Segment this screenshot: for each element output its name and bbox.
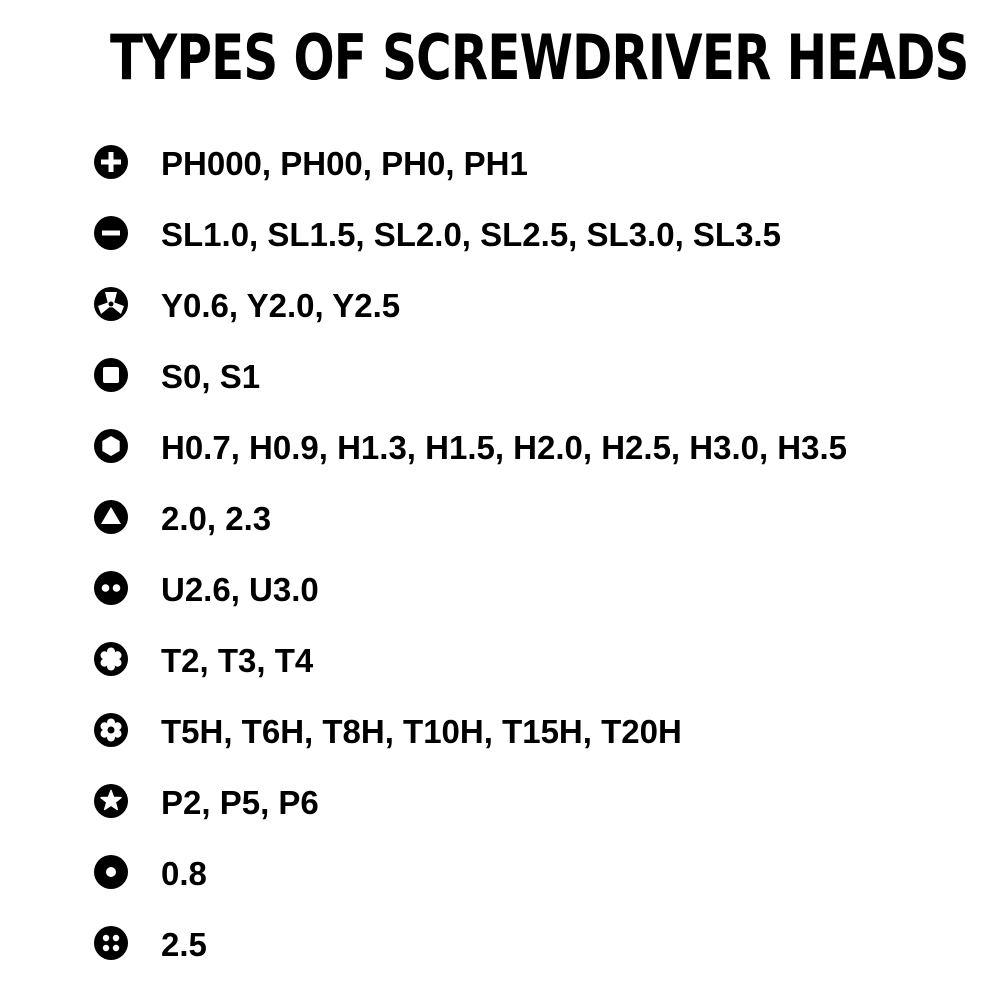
spanner-u-icon xyxy=(93,570,129,606)
list-item xyxy=(0,925,1000,985)
list-item xyxy=(0,570,1000,630)
center-point-icon xyxy=(93,854,129,890)
list-item-label: T5H, T6H, T8H, T10H, T15H, T20H xyxy=(161,713,682,750)
list-item-label: U2.6, U3.0 xyxy=(161,571,319,608)
list-item xyxy=(0,357,1000,417)
list-item xyxy=(0,641,1000,701)
tri-wing-icon xyxy=(93,286,129,322)
list-item-label: T2, T3, T4 xyxy=(161,642,314,679)
list-item xyxy=(0,286,1000,346)
list-item-label: 0.8 xyxy=(161,855,207,892)
page-title: TYPES OF SCREWDRIVER HEADS xyxy=(110,21,969,94)
torx-security-icon xyxy=(93,712,129,748)
list-item xyxy=(0,144,1000,204)
list-item-label: PH000, PH00, PH0, PH1 xyxy=(161,145,528,182)
slotted-icon xyxy=(93,215,129,251)
phillips-icon xyxy=(93,144,129,180)
list-item-label: 2.5 xyxy=(161,926,207,963)
list-item xyxy=(0,499,1000,559)
hex-icon xyxy=(93,428,129,464)
list-item-label: P2, P5, P6 xyxy=(161,784,319,821)
list-item-label: 2.0, 2.3 xyxy=(161,500,272,537)
list-item xyxy=(0,215,1000,275)
list-item xyxy=(0,854,1000,914)
triangle-icon xyxy=(93,499,129,535)
list-item xyxy=(0,783,1000,843)
list-item-label: S0, S1 xyxy=(161,358,261,395)
list-item-label: Y0.6, Y2.0, Y2.5 xyxy=(161,287,401,324)
four-point-icon xyxy=(93,925,129,961)
list-item xyxy=(0,712,1000,772)
square-icon xyxy=(93,357,129,393)
list-item-label: SL1.0, SL1.5, SL2.0, SL2.5, SL3.0, SL3.5 xyxy=(161,216,781,253)
list-item xyxy=(0,428,1000,488)
pentalobe-icon xyxy=(93,783,129,819)
list-item-label: H0.7, H0.9, H1.3, H1.5, H2.0, H2.5, H3.0, H3.5 xyxy=(161,429,848,466)
torx-icon xyxy=(93,641,129,677)
